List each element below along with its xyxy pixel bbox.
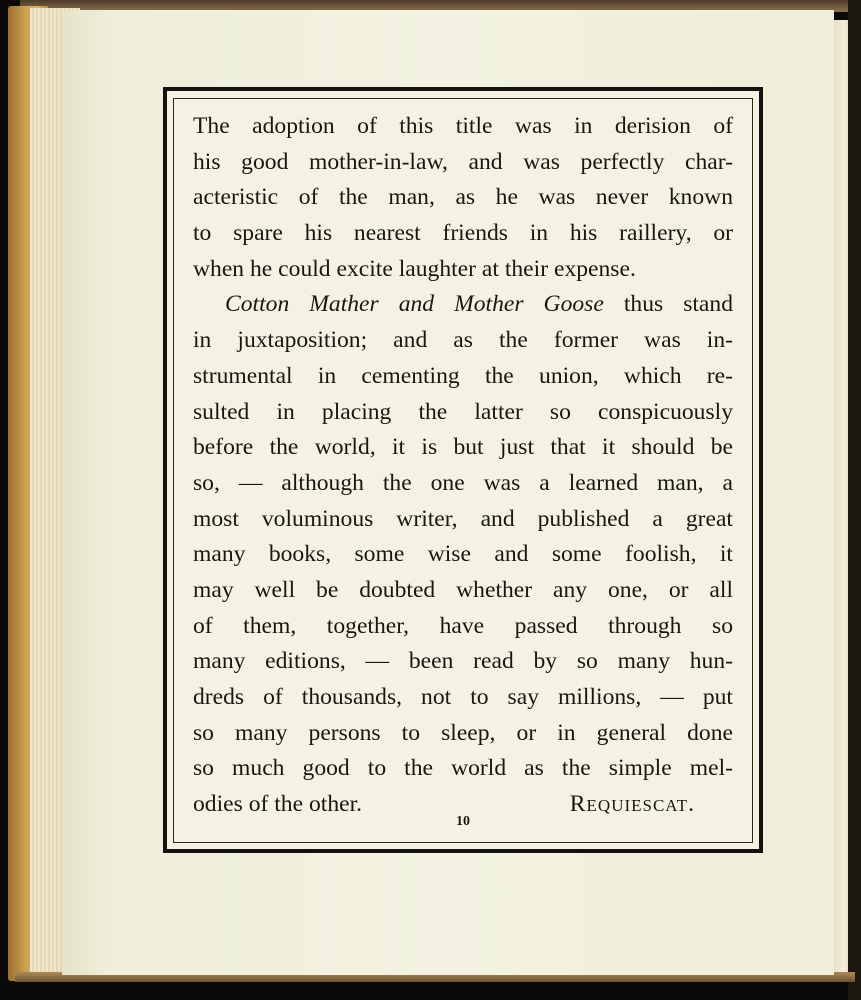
text-line: his good mother-in-law, and was perfectly char- bbox=[193, 148, 733, 175]
text-line: so, — although the one was a learned man, a bbox=[193, 469, 733, 496]
italic-phrase: Cotton Mather and Mother Goose bbox=[225, 291, 604, 318]
text-line: odies of the other. bbox=[193, 791, 363, 818]
text-line: The adoption of this title was in derision of bbox=[193, 113, 733, 139]
text-line: many books, some wise and some foolish, it bbox=[193, 541, 733, 568]
page-number: 10 bbox=[456, 814, 470, 829]
text-line: before the world, it is but just that it should be bbox=[193, 434, 733, 461]
text-line: most voluminous writer, and published a great bbox=[193, 505, 733, 532]
text-line: of them, together, have passed through so bbox=[193, 612, 733, 639]
text-line: when he could excite laughter at their expense. bbox=[193, 255, 636, 282]
text-line: sulted in placing the latter so conspicuously bbox=[193, 398, 733, 425]
text-line: may well be doubted whether any one, or all bbox=[193, 576, 733, 603]
text-line: to spare his nearest friends in his raillery, or bbox=[193, 220, 733, 247]
body-text bbox=[193, 109, 733, 823]
text-line: so much good to the world as the simple mel- bbox=[193, 755, 733, 782]
signature: Requiescat. bbox=[569, 791, 695, 818]
text-line-rest: thus stand bbox=[623, 291, 733, 318]
book-cover-right bbox=[848, 0, 861, 1000]
text-line-paragraph-start bbox=[193, 287, 733, 323]
text-line: strumental in cementing the union, which re- bbox=[193, 362, 733, 389]
text-line: many editions, — been read by so many hun- bbox=[193, 648, 733, 675]
text-line: dreds of thousands, not to say millions, — put bbox=[193, 684, 733, 710]
text-line: acteristic of the man, as he was never known bbox=[193, 184, 733, 211]
text-line: in juxtaposition; and as the former was in- bbox=[193, 327, 733, 354]
text-line: so many persons to sleep, or in general done bbox=[193, 719, 733, 746]
text-frame bbox=[163, 87, 763, 853]
